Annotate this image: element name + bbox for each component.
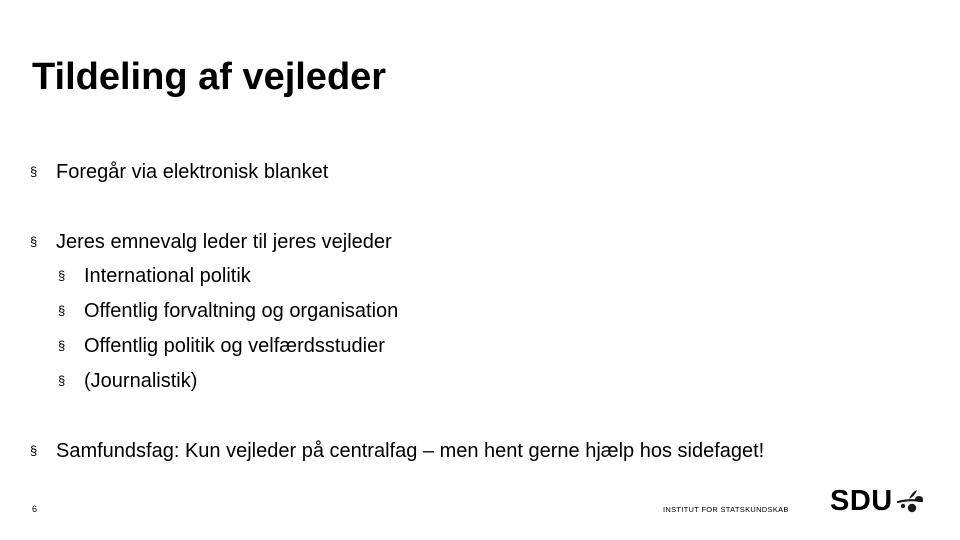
logo-text: SDU (830, 485, 893, 517)
bullet-marker: § (30, 164, 38, 179)
bullet-text: Offentlig forvaltning og organisation (84, 300, 399, 322)
sdu-tree-leaf-icon (895, 486, 925, 516)
sub-bullet-item (58, 264, 251, 288)
bullet-text: Samfundsfag: Kun vejleder på centralfag – men hent gerne hjælp hos sidefaget! (56, 440, 765, 462)
bullet-marker: § (58, 373, 66, 388)
bullet-item (30, 230, 392, 254)
page-number: 6 (32, 504, 38, 514)
bullet-text: (Journalistik) (84, 370, 198, 392)
bullet-text: Offentlig politik og velfærdsstudier (84, 335, 385, 357)
bullet-marker: § (58, 268, 66, 283)
slide-title: Tildeling af vejleder (32, 56, 387, 98)
footer-institute: INSTITUT FOR STATSKUNDSKAB (663, 505, 789, 514)
sdu-logo (830, 484, 925, 518)
sub-bullet-item (58, 299, 398, 323)
bullet-marker: § (58, 303, 66, 318)
sub-bullet-item (58, 369, 197, 393)
bullet-text: International politik (84, 265, 251, 287)
sub-bullet-item (58, 334, 385, 358)
bullet-item (30, 439, 764, 463)
bullet-marker: § (58, 338, 66, 353)
bullet-marker: § (30, 234, 38, 249)
bullet-marker: § (30, 443, 38, 458)
bullet-text: Foregår via elektronisk blanket (56, 161, 329, 183)
bullet-item (30, 160, 328, 184)
bullet-text: Jeres emnevalg leder til jeres vejleder (56, 231, 392, 253)
